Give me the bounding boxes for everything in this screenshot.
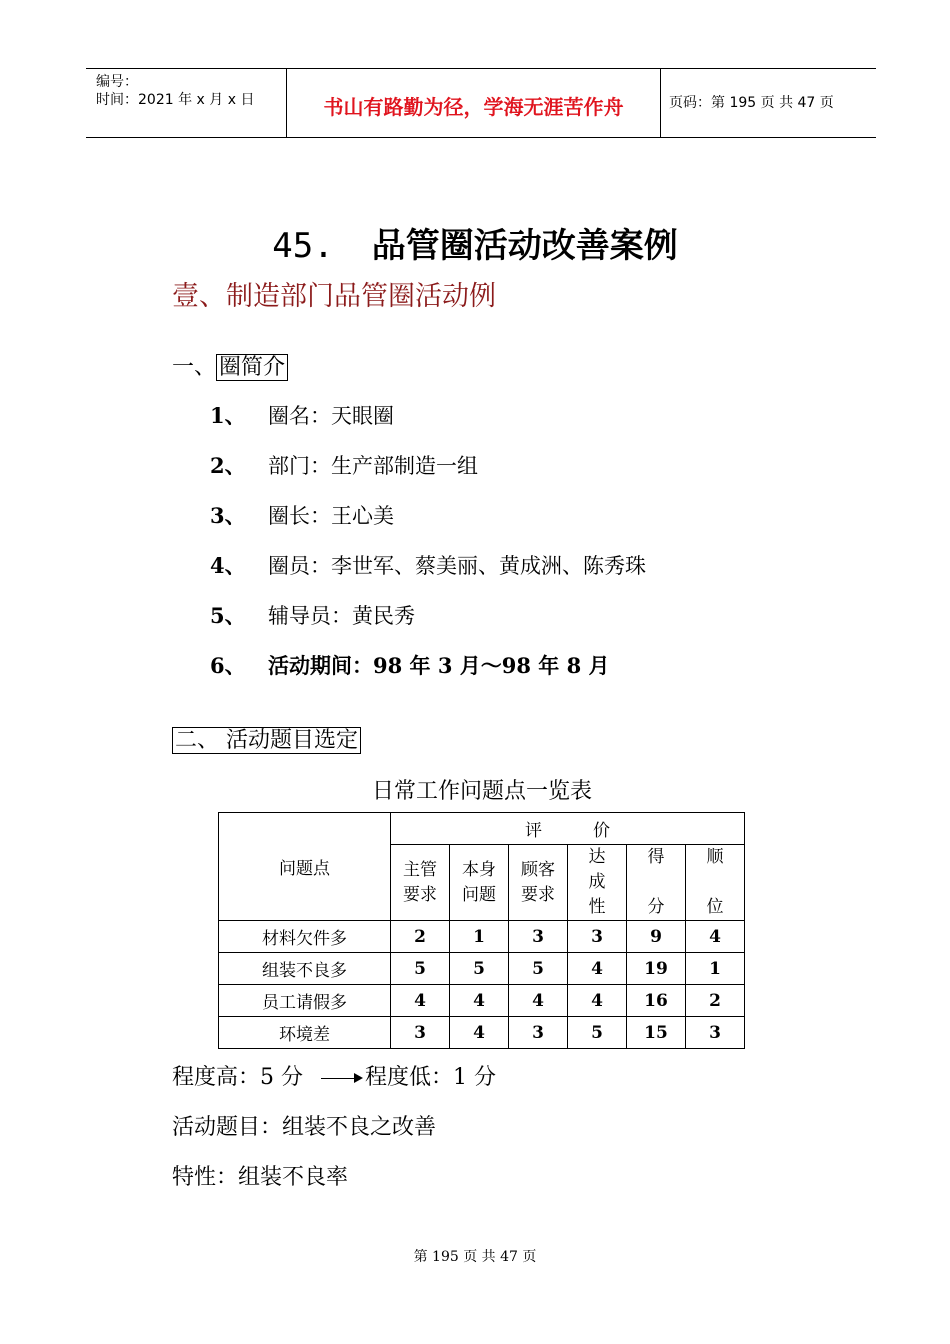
- degree-high: 程度高：5 分: [172, 1065, 303, 1090]
- problem-table: [218, 812, 745, 1049]
- motto: 书山有路勤为径，学海无涯苦作舟: [323, 95, 624, 119]
- subtitle: 壹、制造部门品管圈活动例: [172, 281, 496, 312]
- list-item: 4、 圈员：李世军、蔡美丽、黄成洲、陈秀珠: [210, 553, 646, 578]
- title-number: 45.: [272, 226, 334, 266]
- eval-header: 评 价: [391, 813, 745, 845]
- table-row: 组装不良多 5 5 5 4 19 1: [219, 953, 745, 985]
- header-motto-cell: [287, 69, 661, 137]
- title-text: 品管圈活动改善案例: [371, 226, 678, 266]
- list-item: 5、 辅导员：黄民秀: [210, 603, 415, 628]
- page-header: [86, 68, 876, 138]
- table-row: 环境差 3 4 3 5 15 3: [219, 1017, 745, 1049]
- header-meta-cell: [86, 69, 287, 137]
- problem-header: 问题点: [219, 813, 391, 921]
- section-1-prefix: 一、: [172, 355, 217, 380]
- section-1-label: 圈简介: [216, 354, 288, 381]
- arrow-right-icon: [321, 1078, 361, 1079]
- activity-topic: 活动题目：组装不良之改善: [172, 1115, 437, 1140]
- section-heading-2: [172, 723, 361, 754]
- table-title: 日常工作问题点一览表: [371, 779, 592, 804]
- table-row: 材料欠件多 2 1 3 3 9 4: [219, 921, 745, 953]
- section-2-label: 二、 活动题目选定: [172, 727, 361, 754]
- col-header: 本身 问题: [450, 845, 509, 921]
- time-label: 时间：2021 年 x 月 x 日: [96, 92, 255, 108]
- col-header: 主管 要求: [391, 845, 450, 921]
- activity-trait: 特性：组装不良率: [172, 1165, 349, 1190]
- col-header: 顺 位: [686, 845, 745, 921]
- list-item: 6、 活动期间：98 年 3 月～98 年 8 月: [210, 653, 610, 678]
- number-label: 编号：: [96, 74, 138, 90]
- header-page-cell: [661, 69, 876, 137]
- list-item: 3、 圈长：王心美: [210, 503, 394, 528]
- page-info: 页码：第 195 页 共 47 页: [669, 95, 834, 111]
- page-footer: 第 195 页 共 47 页: [413, 1249, 537, 1265]
- list-item: 1、 圈名：天眼圈: [210, 403, 394, 428]
- col-header: 达 成 性: [568, 845, 627, 921]
- degree-scale: [172, 1060, 496, 1091]
- list-item: 2、 部门：生产部制造一组: [210, 453, 478, 478]
- col-header: 得 分: [627, 845, 686, 921]
- col-header: 顾客 要求: [509, 845, 568, 921]
- degree-low: 程度低：1 分: [365, 1065, 496, 1090]
- section-heading-1: [172, 350, 288, 381]
- document-title: [0, 218, 950, 267]
- table-row: 员工请假多 4 4 4 4 16 2: [219, 985, 745, 1017]
